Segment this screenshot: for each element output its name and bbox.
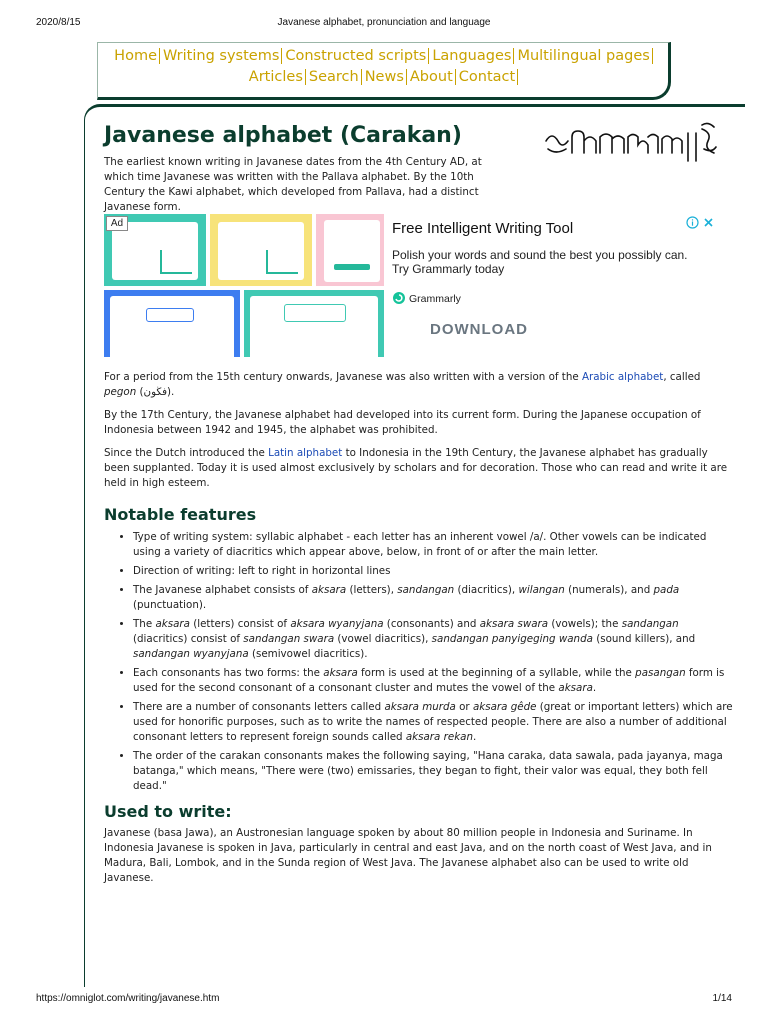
nav-about[interactable]: About (408, 69, 456, 85)
intro-text: The earliest known writing in Javanese dates from the 4th Century AD, at which time Javanese was written with the Pallava alphabet. By the 10th Century the Kawi alphabet, which developed from Pallava, had a distinct Javanese form. (104, 156, 482, 213)
nav-languages[interactable]: Languages (430, 48, 514, 64)
ad-tile-5 (244, 290, 384, 357)
ad-description[interactable]: Polish your words and sound the best you possibly can. Try Grammarly today (392, 248, 688, 276)
features-list (104, 530, 734, 794)
feature-item: • Direction of writing: left to right in horizontal lines (133, 564, 734, 579)
ad-title[interactable]: Free Intelligent Writing Tool (392, 220, 574, 237)
ad-image[interactable] (104, 214, 384, 357)
used-to-write-text: Javanese (basa Jawa), an Austronesian language spoken by about 80 million people in Indonesia and Suriname. In Indonesia Javanese is spoken in Java, particularly in central and east Java, and on the north coast of West Java, and in Madura, Bali, Lombok, and in the Sunda region of West Java. The Javanese alphabet also can be used to write old Javanese. (104, 827, 712, 884)
main-content (84, 104, 745, 987)
ad-cta-button[interactable]: DOWNLOAD (430, 321, 528, 338)
ad-info-icon[interactable] (686, 216, 699, 229)
used-to-write-heading: Used to write: (104, 802, 232, 821)
ad-brand[interactable] (392, 291, 461, 307)
nav-search[interactable]: Search (307, 69, 362, 85)
link-arabic-alphabet[interactable]: Arabic alphabet (581, 371, 664, 383)
ad-close-icon[interactable] (702, 216, 715, 229)
para-pegon: For a period from the 15th century onwards, Javanese was also written with a version of the Arabic alphabet, called pegon (فڬون). (104, 371, 701, 398)
features-heading: Notable features (104, 505, 257, 524)
nav-row-1 (98, 48, 668, 64)
site-nav (97, 42, 671, 100)
ad-tile-4 (104, 290, 240, 357)
feature-item: • The Javanese alphabet consists of aksara (letters), sandangan (diacritics), wilangan (numerals), and pada (punctuation). (133, 583, 734, 613)
feature-item: • The aksara (letters) consist of aksara wyanyjana (consonants) and aksara swara (vowels); the sandangan (diacritics) consist of sandangan swara (vowel diacritics), sandangan panyigeging wanda (sound killers), and sandangan wyanyjana (semivowel diacritics). (133, 617, 734, 662)
ad-controls (686, 216, 715, 231)
print-page-number: 1/14 (712, 993, 732, 1004)
nav-constructed-scripts[interactable]: Constructed scripts (283, 48, 429, 64)
nav-news[interactable]: News (363, 69, 407, 85)
ad-brand-label: Grammarly (409, 293, 461, 305)
ad-tile-3 (316, 214, 384, 286)
nav-articles[interactable]: Articles (247, 69, 306, 85)
feature-item: • The order of the carakan consonants makes the following saying, "Hana caraka, data sawala, pada jayanya, maga batanga," which means, "There were (two) emissaries, they began to fight, their valor was equal, they both fell dead." (133, 749, 734, 794)
feature-item: • Each consonants has two forms: the aksara form is used at the beginning of a syllable, while the pasangan form is used for the second consonant of a consonant cluster and mutes the vowel of the aksara. (133, 666, 734, 696)
nav-writing-systems[interactable]: Writing systems (161, 48, 282, 64)
nav-home[interactable]: Home (112, 48, 160, 64)
intro-paragraph (104, 155, 504, 215)
feature-item: • There are a number of consonants letters called aksara murda or aksara gêde (great or important letters) which are used for honorific purposes, such as to write the names of respected people. There are also a number of additional consonant letters to represent foreign sounds called aksara rekan. (133, 700, 734, 745)
ad-badge: Ad (106, 216, 128, 231)
javanese-script-image (542, 119, 722, 167)
feature-item: • Type of writing system: syllabic alphabet - each letter has an inherent vowel /a/. Other vowels can be indicated using a variety of diacritics which appear above, below, in front of or after the main letter. (133, 530, 734, 560)
body-text (104, 370, 734, 886)
print-url: https://omniglot.com/writing/javanese.htm (36, 993, 220, 1004)
link-latin-alphabet[interactable]: Latin alphabet (268, 447, 343, 459)
print-date: 2020/8/15 (36, 17, 81, 28)
ad-tile-2 (210, 214, 312, 286)
grammarly-logo-icon (392, 291, 406, 305)
advertisement[interactable] (104, 214, 716, 357)
nav-multilingual-pages[interactable]: Multilingual pages (515, 48, 652, 64)
para-latin: Since the Dutch introduced the Latin alphabet to Indonesia in the 19th Century, the Javanese alphabet has gradually been supplanted. Today it is used almost exclusively by scholars and for decoration. Those who can read and write it are held in high esteem. (104, 447, 728, 489)
nav-row-2 (98, 69, 668, 85)
page-title: Javanese alphabet (Carakan) (104, 123, 462, 148)
print-title: Javanese alphabet, pronunciation and language (277, 17, 491, 28)
para-17th-century: By the 17th Century, the Javanese alphabet had developed into its current form. During the Japanese occupation of Indonesia between 1942 and 1945, the alphabet was prohibited. (104, 409, 701, 436)
nav-contact[interactable]: Contact (457, 69, 518, 85)
